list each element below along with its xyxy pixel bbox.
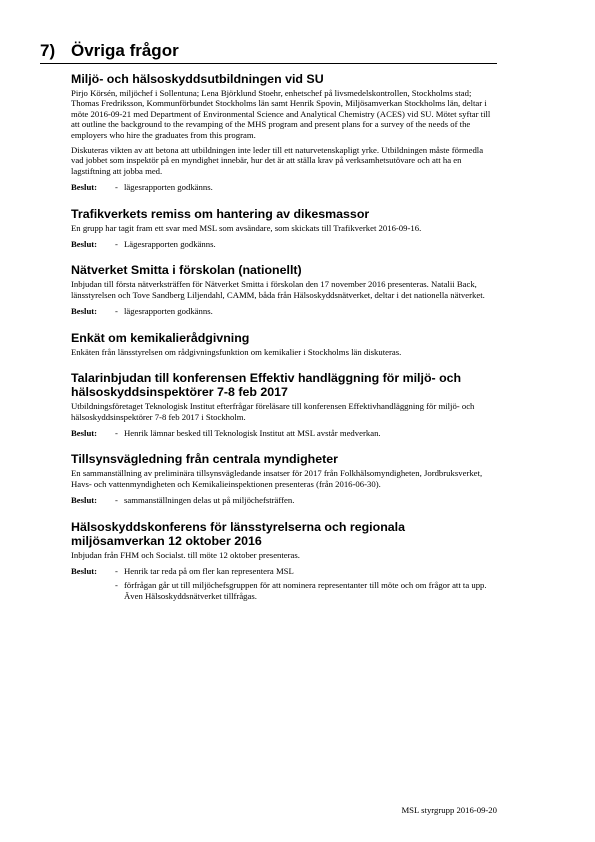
agenda-item-title: Hälsoskyddskonferens för länsstyrelserna och regionala miljösamverkan 12 oktober 2016 <box>71 519 405 548</box>
agenda-item-title: Trafikverkets remiss om hantering av dikesmassor <box>71 206 370 221</box>
decision-text: Lägesrapporten godkänns. <box>124 239 216 250</box>
agenda-item <box>71 452 497 505</box>
dash-bullet-icon: - <box>115 239 118 250</box>
decision-item <box>115 428 497 438</box>
agenda-item <box>71 331 497 357</box>
decision-row <box>71 306 497 316</box>
dash-bullet-icon: - <box>115 306 118 317</box>
dash-bullet-icon: - <box>115 182 118 193</box>
dash-bullet-icon: - <box>115 565 118 576</box>
decision-label: Beslut: <box>71 239 98 250</box>
agenda-item-paragraph: Enkäten från länsstyrelsen om rådgivningsfunktion om kemikalier i Stockholms län diskuteras. <box>71 346 402 357</box>
section-heading <box>40 41 497 64</box>
decision-list <box>115 239 497 249</box>
heading-title: Övriga frågor <box>71 41 179 60</box>
decision-label: Beslut: <box>71 495 98 506</box>
decision-text: Henrik tar reda på om fler kan representera MSL <box>124 565 294 576</box>
decision-row <box>71 495 497 505</box>
agenda-item-paragraph: Inbjudan till första nätverksträffen för Nätverket Smitta i förskolan den 17 november 2016 presenteras. Natalii Back, länsstyrelsen och Tove Sandberg Liljendahl, CAMM, båda från Hälsoskyddsnätverket, deltar i det nationella nätverket. <box>71 279 485 300</box>
agenda-item-title: Miljö- och hälsoskyddsutbildningen vid SU <box>71 72 324 86</box>
decision-item <box>115 566 497 576</box>
decision-list <box>115 495 497 505</box>
agenda-item-paragraph: Utbildningsföretaget Teknologisk Institut efterfrågar föreläsare till konferensen Effektivhandläggning för miljö- och hälsoskyddsinspektörer 7-8 feb 2017 i Stockholm. <box>71 401 475 422</box>
dash-bullet-icon: - <box>115 495 118 506</box>
decision-item <box>115 239 497 249</box>
decision-row <box>71 239 497 249</box>
decision-label: Beslut: <box>71 565 98 576</box>
agenda-item <box>71 207 497 250</box>
decision-item <box>115 182 497 192</box>
decision-label: Beslut: <box>71 306 98 317</box>
dash-bullet-icon: - <box>115 427 118 438</box>
agenda-item-paragraph: En sammanställning av preliminära tillsynsvägledande insatser för 2017 från Folkhälsomyndigheten, Jordbruksverket, Havs- och vattenmyndigheten och Kemikalieinspektionen presenteras (från 2016-06-30). <box>71 468 483 489</box>
agenda-item-paragraph: En grupp har tagit fram ett svar med MSL som avsändare, som skickats till Trafikverket 2016-09-16. <box>71 222 422 233</box>
decision-item <box>115 495 497 505</box>
agenda-item-paragraph: Inbjudan från FHM och Socialst. till möte 12 oktober presenteras. <box>71 549 300 560</box>
decision-list <box>115 306 497 316</box>
decision-label: Beslut: <box>71 427 98 438</box>
agenda-item <box>71 72 497 193</box>
decision-text: förfrågan går ut till miljöchefsgruppen för att nominera representanter till möte och om frågor att ta upp. Även Hälsoskyddsnätverket tillfrågas. <box>124 580 487 601</box>
decision-text: lägesrapporten godkänns. <box>124 306 213 317</box>
decision-list <box>115 182 497 192</box>
decision-text: Henrik lämnar besked till Teknologisk Institut att MSL avstår medverkan. <box>124 427 381 438</box>
decision-item <box>115 306 497 316</box>
heading-number: 7) <box>40 41 56 60</box>
decision-item <box>115 580 497 601</box>
agenda-item-title: Nätverket Smitta i förskolan (nationellt) <box>71 263 302 278</box>
agenda-item-paragraph: Diskuteras vikten av att betona att utbildningen inte leder till ett naturvetenskapligt yrke. Utbildningen måste förmedla vad jobbet som inspektör på en myndighet innebär, hur det är att ställa krav på verksamhetsutövare och att ha en lagstiftning att jobba med. <box>71 145 484 176</box>
agenda-item-title: Enkät om kemikalierådgivning <box>71 330 250 345</box>
page-footer: MSL styrgrupp 2016-09-20 <box>401 805 497 815</box>
agenda-item-title: Talarinbjudan till konferensen Effektiv handläggning för miljö- och hälsoskyddsinspektörer 7-8 feb 2017 <box>71 371 462 400</box>
agenda-item-paragraph: Pirjo Körsén, miljöchef i Sollentuna; Lena Björklund Stoehr, enhetschef på livsmedelskontrollen, Stockholms stad; Thomas Fredriksson, Kommunförbundet Stockholms län samt Henrik Spovin, Miljösamverkan Stockholms län, deltar i möte 2016-09-21 med Department of Environmental Science and Analytical Chemistry (ACES) vid SU. Mötet syftar till att outline the background to the revamping of the MHS program and present plans for a survey of the needs of the employers who hire the graduates from this program. <box>71 88 491 140</box>
decision-list <box>115 566 497 601</box>
decision-text: sammanställningen delas ut på miljöchefsträffen. <box>124 495 295 506</box>
agenda-item-title: Tillsynsvägledning från centrala myndigheter <box>71 452 338 467</box>
decision-label: Beslut: <box>71 182 98 193</box>
decision-row <box>71 182 497 192</box>
agenda-item <box>71 520 497 602</box>
decision-text: lägesrapporten godkänns. <box>124 182 213 193</box>
decision-row <box>71 566 497 601</box>
decision-list <box>115 428 497 438</box>
agenda-item <box>71 371 497 438</box>
decision-row <box>71 428 497 438</box>
minutes-content <box>71 72 497 601</box>
agenda-item <box>71 263 497 316</box>
dash-bullet-icon: - <box>115 580 118 591</box>
